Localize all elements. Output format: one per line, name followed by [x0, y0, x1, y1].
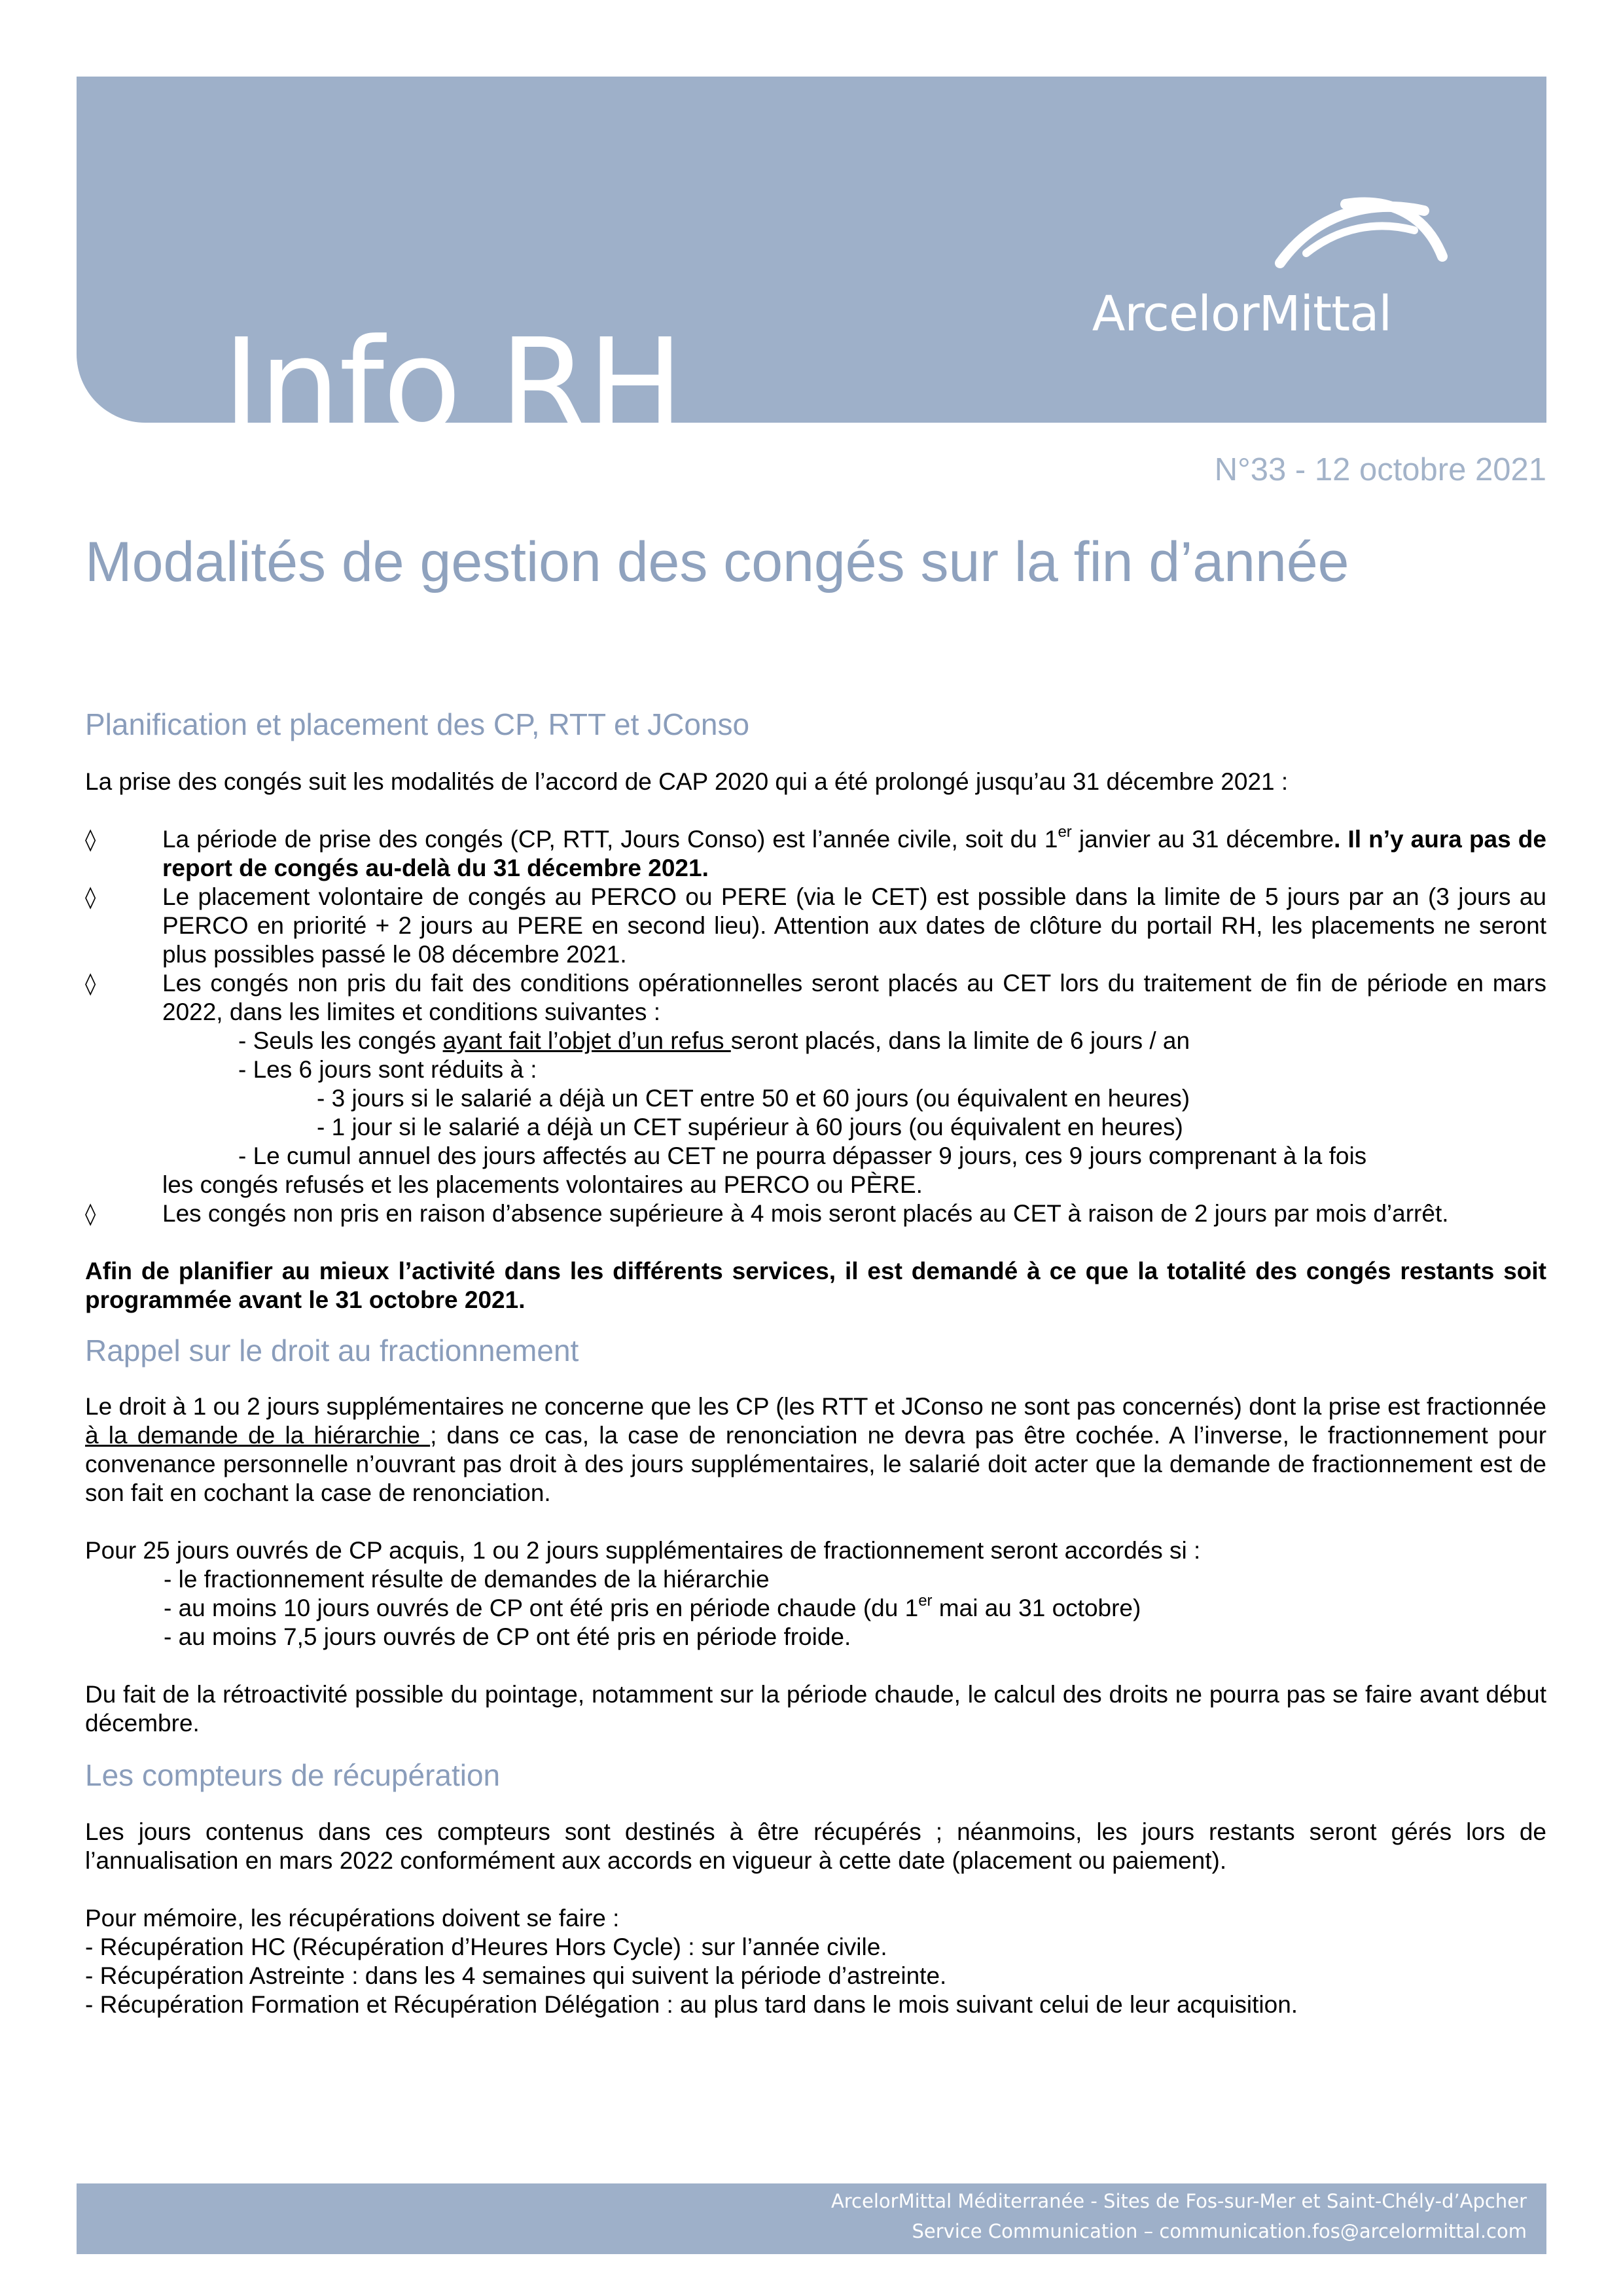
section1-bullets: [85, 825, 1546, 1228]
header-band: [77, 77, 1546, 461]
section2-paragraph-1: Le droit à 1 ou 2 jours supplémentaires ne concerne que les CP (les RTT et JConso ne sont pas concernés) dont la prise est fractionnée à la demande de la hiérarchie ; dans ce cas, la case de renonciation ne devra pas être cochée. A l’inverse, le fractionnement pour convenance personnelle n’ouvrant pas droit à des jours supplémentaires, le salarié doit acter que la demande de fractionnement est de son fait en cochant la case de renonciation.: [85, 1393, 1547, 1507]
diamond-bullet-icon: ◊: [85, 1201, 96, 1227]
document-body: [85, 707, 1546, 2019]
section2-paragraph-2: Pour 25 jours ouvrés de CP acquis, 1 ou 2 jours supplémentaires de fractionnement seront accordés si :: [85, 1537, 1201, 1564]
page-title: Modalités de gestion des congés sur la fin d’année: [85, 531, 1349, 593]
list-item: - le fractionnement résulte de demandes de la hiérarchie: [164, 1566, 770, 1593]
section3-list: [85, 1933, 1546, 2019]
footer-site-line: ArcelorMittal Méditerranée - Sites de Fos-sur-Mer et Saint-Chély-d’Apcher: [830, 2190, 1527, 2212]
section1-note: Afin de planifier au mieux l’activité dans les différents services, il est demandé à ce que la totalité des congés restants soit programmée avant le 31 octobre 2021.: [85, 1258, 1546, 1314]
footer-contact-line: Service Communication – communication.fos@arcelormittal.com: [912, 2220, 1527, 2242]
issue-number-date: N°33 - 12 octobre 2021: [1214, 452, 1546, 487]
list-item: - au moins 7,5 jours ouvrés de CP ont été pris en période froide.: [164, 1623, 851, 1651]
section-heading-compteurs: Les compteurs de récupération: [85, 1758, 501, 1793]
sub-item: - Seuls les congés ayant fait l’objet d’un refus seront placés, dans la limite de 6 jours / an: [238, 1027, 1190, 1055]
list-item: - Récupération Astreinte : dans les 4 semaines qui suivent la période d’astreinte.: [85, 1962, 947, 1989]
brand-logo: [1092, 191, 1470, 348]
section3-paragraph-1: Les jours contenus dans ces compteurs sont destinés à être récupérés ; néanmoins, les jours restants seront gérés lors de l’annualisation en mars 2022 conformément aux accords en vigueur à cette date (placement ou paiement).: [85, 1818, 1546, 1874]
sub-item-continued: les congés refusés et les placements volontaires au PERCO ou PÈRE.: [162, 1171, 923, 1199]
sub-item: - Les 6 jours sont réduits à :: [238, 1056, 537, 1084]
sub-item: - 1 jour si le salarié a déjà un CET supérieur à 60 jours (ou équivalent en heures): [317, 1114, 1183, 1141]
section2-paragraph-3: Du fait de la rétroactivité possible du pointage, notamment sur la période chaude, le calcul des droits ne pourra pas se faire avant début décembre.: [85, 1681, 1546, 1737]
newsletter-title: Info RH: [223, 311, 683, 461]
brand-name: ArcelorMittal: [1092, 286, 1391, 342]
list-item: - au moins 10 jours ouvrés de CP ont été pris en période chaude (du 1er mai au 31 octobre): [164, 1592, 1141, 1622]
list-item: ◊ Le placement volontaire de congés au PERCO ou PERE (via le CET) est possible dans la limite de 5 jours par an (3 jours au PERCO en priorité + 2 jours au PERE en second lieu). Attention aux dates de clôture du portail RH, les placements ne seront plus possibles passé le 08 décembre 2021.: [85, 883, 1546, 968]
section3-paragraph-2: Pour mémoire, les récupérations doivent se faire :: [85, 1904, 620, 1932]
diamond-bullet-icon: ◊: [85, 970, 96, 997]
sub-item: - 3 jours si le salarié a déjà un CET entre 50 et 60 jours (ou équivalent en heures): [317, 1085, 1190, 1112]
list-item: ◊ Les congés non pris en raison d’absence supérieure à 4 mois seront placés au CET à raison de 2 jours par mois d’arrêt.: [85, 1200, 1449, 1227]
diamond-bullet-icon: ◊: [85, 826, 96, 853]
section-heading-fractionnement: Rappel sur le droit au fractionnement: [85, 1333, 579, 1368]
section1-intro: La prise des congés suit les modalités de l’accord de CAP 2020 qui a été prolongé jusqu’au 31 décembre 2021 :: [85, 768, 1289, 796]
section2-conditions-list: [85, 1565, 1546, 1651]
sub-item: - Le cumul annuel des jours affectés au CET ne pourra dépasser 9 jours, ces 9 jours comprenant à la fois: [238, 1142, 1367, 1170]
arcelormittal-logo-mark-icon: [1267, 191, 1457, 276]
section-heading-planification: Planification et placement des CP, RTT et JConso: [85, 707, 750, 741]
list-item: ◊ La période de prise des congés (CP, RTT, Jours Conso) est l’année civile, soit du 1er janvier au 31 décembre. Il n’y aura pas de report de congés au-delà du 31 décembre 2021.: [85, 823, 1546, 882]
diamond-bullet-icon: ◊: [85, 884, 96, 910]
list-item: - Récupération HC (Récupération d’Heures Hors Cycle) : sur l’année civile.: [85, 1933, 887, 1960]
list-item: ◊ Les congés non pris du fait des conditions opérationnelles seront placés au CET lors du traitement de fin de période en mars 2022, dans les limites et conditions suivantes : - Seuls les congés ayant fait l’objet d’un refus seront placés, dans la limite de 6 jours / an - Les 6 jours sont réduits à : - 3 jours si le salarié a déjà un CET entre 50 et 60 jours (ou équivalent en heures) - 1 jour si le salarié a déjà un CET supérieur à 60 jours (ou équivalent en heures) - Le cumul annuel des jours affectés au CET ne pourra dépasser 9 jours, ces 9 jours comprenant à la fois les congés refusés et les placements volontaires au PERCO ou PÈRE.: [85, 970, 1546, 1199]
footer-band: [77, 2183, 1546, 2254]
list-item: - Récupération Formation et Récupération Délégation : au plus tard dans le mois suivant celui de leur acquisition.: [85, 1990, 1298, 2018]
